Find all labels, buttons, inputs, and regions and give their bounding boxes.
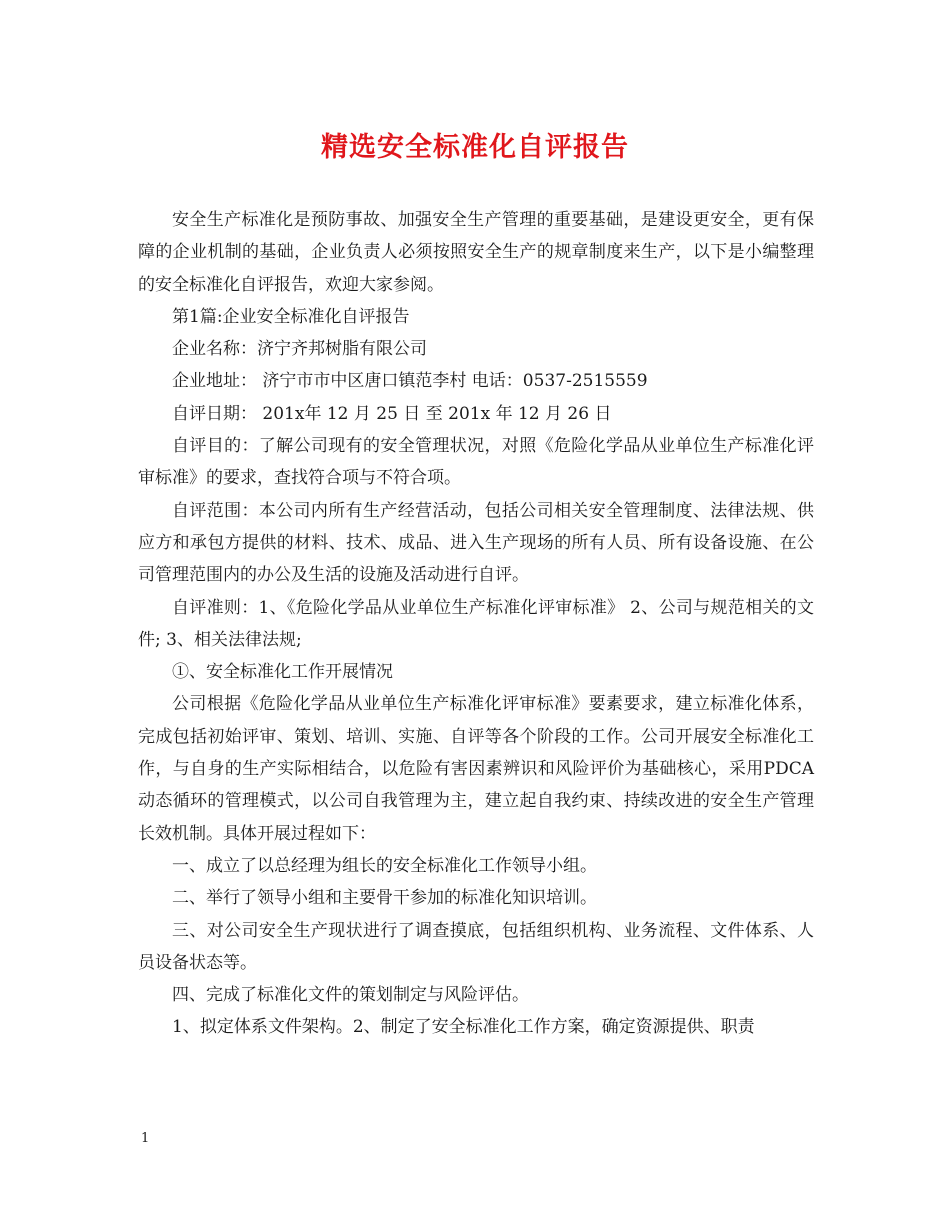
evaluation-date-line: 自评日期： 201x年 12 月 25 日 至 201x 年 12 月 26 日 xyxy=(172,403,612,424)
evaluation-purpose-paragraph: 自评目的：了解公司现有的安全管理状况，对照《危险化学品从业单位生产标准化评审标准》的要求，查找符合项与不符合项。 xyxy=(138,436,814,489)
page-number: 1 xyxy=(141,1131,150,1146)
list-item: 四、完成了标准化文件的策划制定与风险评估。 xyxy=(172,985,529,1006)
company-address-line: 企业地址： 济宁市市中区唐口镇范李村 电话：0537-2515559 xyxy=(172,371,648,392)
company-name-line: 企业名称：济宁齐邦树脂有限公司 xyxy=(172,339,427,360)
list-item: 二、举行了领导小组和主要骨干参加的标准化知识培训。 xyxy=(172,888,597,909)
list-item: 1、拟定体系文件架构。2、制定了安全标准化工作方案，确定资源提供、职责 xyxy=(172,1017,755,1038)
list-item: 一、成立了以总经理为组长的安全标准化工作领导小组。 xyxy=(172,855,597,876)
document-title: 精选安全标准化自评报告 xyxy=(321,132,629,163)
document-body xyxy=(138,204,814,1044)
evaluation-scope-paragraph: 自评范围：本公司内所有生产经营活动，包括公司相关安全管理制度、法律法规、供应方和承包方提供的材料、技术、成品、进入生产现场的所有人员、所有设备设施、在公司管理范围内的办公及生活的设施及活动进行自评。 xyxy=(138,500,814,586)
list-item: 三、对公司安全生产现状进行了调查摸底，包括组织机构、业务流程、文件体系、人员设备状态等。 xyxy=(138,920,814,973)
evaluation-criteria-paragraph: 自评准则：1、《危险化学品从业单位生产标准化评审标准》 2、公司与规范相关的文件; 3、相关法律法规; xyxy=(138,597,814,650)
section-heading: 第1篇:企业安全标准化自评报告 xyxy=(172,306,410,327)
intro-paragraph: 安全生产标准化是预防事故、加强安全生产管理的重要基础，是建设更安全，更有保障的企业机制的基础，企业负责人必须按照安全生产的规章制度来生产，以下是小编整理的安全标准化自评报告，欢迎大家参阅。 xyxy=(138,210,814,295)
subsection-heading: ①、安全标准化工作开展情况 xyxy=(172,662,393,683)
body-paragraph: 公司根据《危险化学品从业单位生产标准化评审标准》要素要求，建立标准化体系，完成包括初始评审、策划、培训、实施、自评等各个阶段的工作。公司开展安全标准化工作，与自身的生产实际相结合，以危险有害因素辨识和风险评价为基础核心，采用PDCA动态循环的管理模式，以公司自我管理为主，建立起自我约束、持续改进的安全生产管理长效机制。具体开展过程如下： xyxy=(138,694,814,844)
